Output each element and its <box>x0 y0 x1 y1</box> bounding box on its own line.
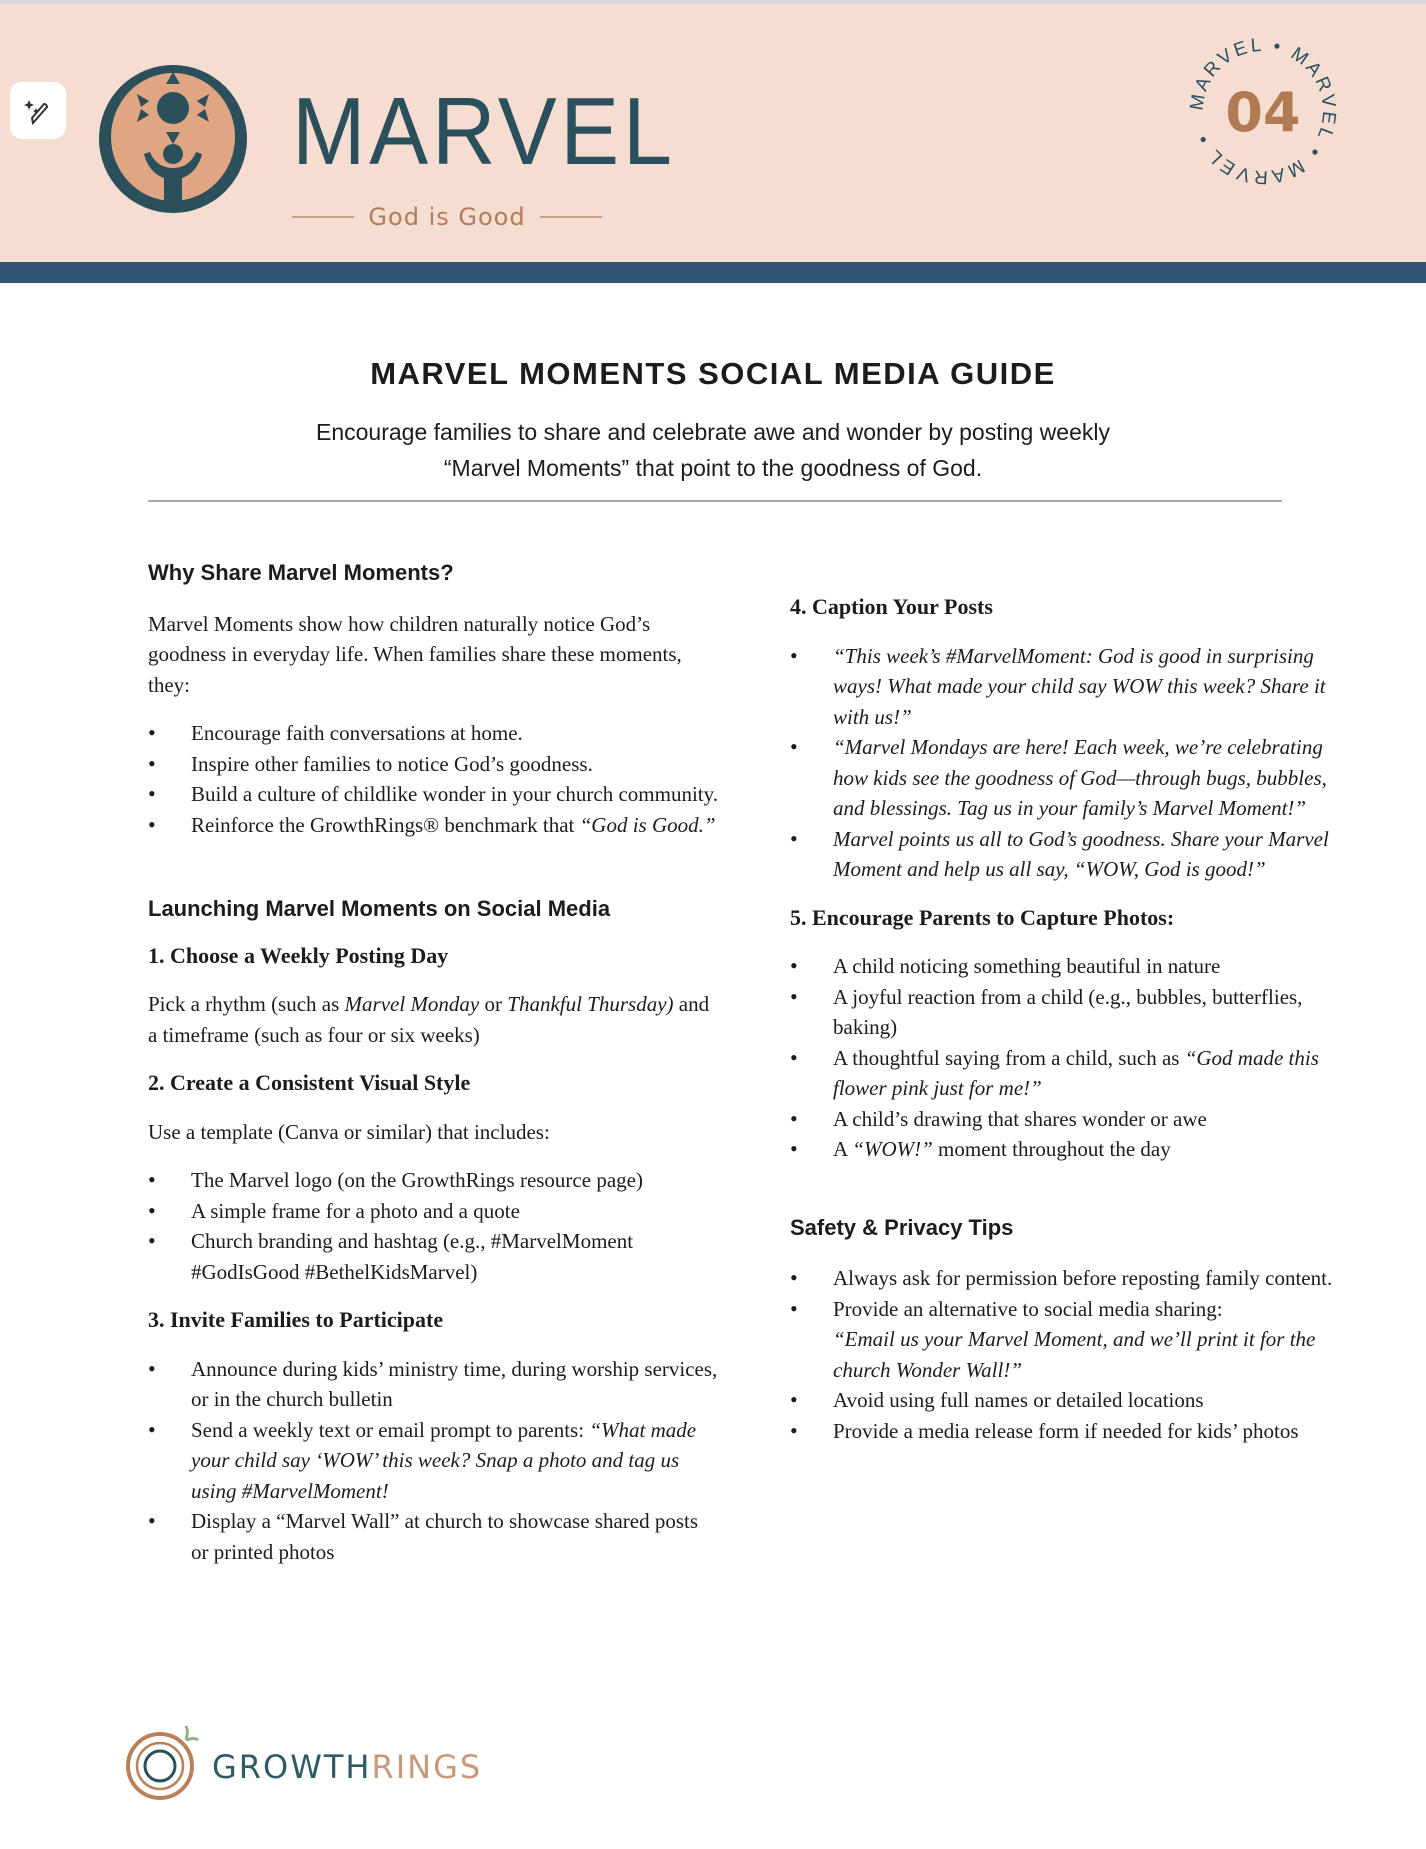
badge-number: 04 <box>1225 81 1301 144</box>
left-column <box>148 558 718 1585</box>
why-list <box>148 718 718 840</box>
svg-text:GROWTHRINGS: GROWTHRINGS <box>212 1748 483 1786</box>
list-item: • Display a “Marvel Wall” at church to showcase shared posts or printed photos <box>148 1506 718 1567</box>
style-list <box>148 1165 718 1287</box>
section-heading: Launching Marvel Moments on Social Media <box>148 896 611 921</box>
list-item: • A child’s drawing that shares wonder or awe <box>790 1104 1360 1135</box>
list-item: • A “WOW!” moment throughout the day <box>790 1134 1360 1165</box>
list-item: • Marvel points us all to God’s goodness. Share your Marvel Moment and help us all say, “WOW, God is good!” <box>790 824 1360 885</box>
photo-list <box>790 951 1360 1165</box>
session-badge <box>1185 33 1341 189</box>
list-item: • Avoid using full names or detailed locations <box>790 1385 1360 1416</box>
magic-edit-button[interactable] <box>10 82 66 139</box>
list-item: • Reinforce the GrowthRings® benchmark that “God is Good.” <box>148 810 718 841</box>
list-item: • Always ask for permission before reposting family content. <box>790 1263 1360 1294</box>
subsection-heading: 3. Invite Families to Participate <box>148 1307 444 1332</box>
list-item: • A thoughtful saying from a child, such as “God made this flower pink just for me!” <box>790 1043 1360 1104</box>
badge-ring-text: MARVEL • MARVEL • MARVEL • <box>1186 34 1340 188</box>
section-heading: Safety & Privacy Tips <box>790 1214 1014 1240</box>
page-subtitle: Encourage families to share and celebrate awe and wonder by posting weekly “Marvel Moments” that point to the goodness of God. <box>316 419 1110 481</box>
header-stripe <box>0 262 1426 283</box>
growthrings-logo <box>124 1726 484 1802</box>
list-item: • A child noticing something beautiful in nature <box>790 951 1360 982</box>
safety-list <box>790 1263 1360 1446</box>
list-item: • Encourage faith conversations at home. <box>148 718 718 749</box>
subsection-heading: 1. Choose a Weekly Posting Day <box>148 942 449 968</box>
list-item: • A joyful reaction from a child (e.g., bubbles, butterflies, baking) <box>790 982 1360 1043</box>
paragraph: Marvel Moments show how children naturally notice God’s goodness in everyday life. When families share these moments, they: <box>148 611 682 697</box>
divider <box>148 500 1282 502</box>
invite-list <box>148 1354 718 1568</box>
marvel-wordmark: MARVEL <box>292 78 676 185</box>
tagline <box>292 203 602 231</box>
tagline-text: God is Good <box>368 203 526 231</box>
marvel-logo-emblem <box>96 62 250 216</box>
list-item: • Build a culture of childlike wonder in your church community. <box>148 779 718 810</box>
right-column <box>790 592 1360 1464</box>
list-item: • Provide a media release form if needed for kids’ photos <box>790 1416 1360 1447</box>
list-item: • The Marvel logo (on the GrowthRings resource page) <box>148 1165 718 1196</box>
list-item: • A simple frame for a photo and a quote <box>148 1196 718 1227</box>
list-item: • Announce during kids’ ministry time, during worship services, or in the church bulletin <box>148 1354 718 1415</box>
section-heading: Why Share Marvel Moments? <box>148 560 454 585</box>
subsection-heading: 4. Caption Your Posts <box>790 594 993 619</box>
list-item: • “This week’s #MarvelMoment: God is good in surprising ways! What made your child say WOW this week? Share it with us!” <box>790 641 1360 733</box>
paragraph: Pick a rhythm (such as Marvel Monday or Thankful Thursday) and a timeframe (such as four or six weeks) <box>148 992 710 1047</box>
page-title: MARVEL MOMENTS SOCIAL MEDIA GUIDE <box>370 356 1056 391</box>
list-item: • Send a weekly text or email prompt to parents: “What made your child say ‘WOW’ this week? Snap a photo and tag us using #MarvelMoment! <box>148 1415 718 1507</box>
subsection-heading: 5. Encourage Parents to Capture Photos: <box>790 904 1175 930</box>
paragraph: Use a template (Canva or similar) that includes: <box>148 1119 550 1144</box>
list-item: • “Marvel Mondays are here! Each week, we’re celebrating how kids see the goodness of God—through bugs, bubbles, and blessings. Tag us in your family’s Marvel Moment!” <box>790 732 1360 824</box>
magic-wand-icon <box>23 96 53 126</box>
list-item: • Provide an alternative to social media sharing: “Email us your Marvel Moment, and we’ll print it for the church Wonder Wall!” <box>790 1294 1360 1386</box>
list-item: • Church branding and hashtag (e.g., #MarvelMoment #GodIsGood #BethelKidsMarvel) <box>148 1226 718 1287</box>
caption-list <box>790 641 1360 885</box>
subsection-heading: 2. Create a Consistent Visual Style <box>148 1070 471 1095</box>
list-item: • Inspire other families to notice God’s goodness. <box>148 749 718 780</box>
